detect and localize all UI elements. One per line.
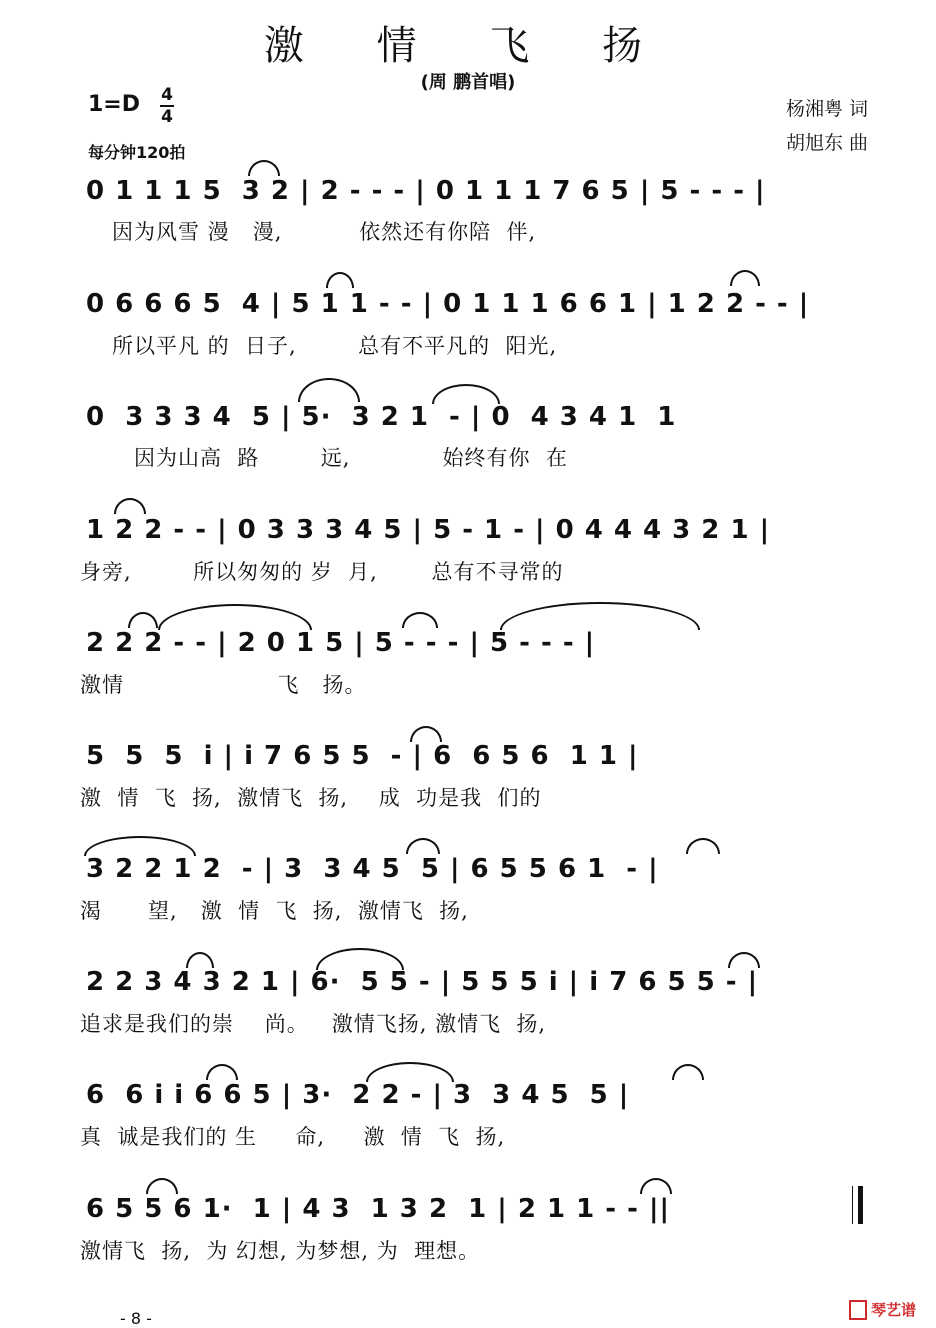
notes-line-7: 3 2 2 1 2 - | 3 3 4 5 5 | 6 5 5 6 1 - | xyxy=(86,854,659,884)
lyrics-line-3: 因为山高 路 远, 始终有你 在 xyxy=(134,446,568,470)
lyrics-line-5: 激情 飞 扬。 xyxy=(80,673,367,697)
tempo-marking: 每分钟120拍 xyxy=(88,143,186,162)
slur-mark xyxy=(366,1062,454,1082)
meter-top: 4 xyxy=(161,85,173,105)
lyrics-line-1: 因为风雪 漫 漫, 依然还有你陪 伴, xyxy=(112,220,537,244)
slur-mark xyxy=(326,272,354,288)
slur-mark xyxy=(158,604,312,630)
slur-mark xyxy=(500,602,700,630)
notes-line-3: 0 3 3 3 4 5 | 5· 3 2 1 - | 0 4 3 4 1 1 xyxy=(86,402,677,432)
slur-mark xyxy=(84,836,196,856)
slur-mark xyxy=(298,378,360,402)
lyrics-line-6: 激 情 飞 扬, 激情飞 扬, 成 功是我 们的 xyxy=(80,786,542,810)
notes-line-10: 6 5 5 6 1· 1 | 4 3 1 3 2 1 | 2 1 1 - - || xyxy=(86,1194,670,1224)
double-barline-thick xyxy=(858,1186,863,1224)
slur-mark xyxy=(406,838,440,854)
meter-bottom: 4 xyxy=(161,107,173,127)
notes-line-8: 2 2 3 4 3 2 1 | 6· 5 5 - | 5 5 5 i | i 7 6 5 5 - | xyxy=(86,967,759,997)
notes-line-1: 0 1 1 1 5 3 2 | 2 - - - | 0 1 1 1 7 6 5 | 5 - - - | xyxy=(86,176,766,206)
page-title: 激 情 飞 扬 xyxy=(263,23,673,69)
slur-mark xyxy=(186,952,214,968)
notes-line-4: 1 2 2 - - | 0 3 3 3 4 5 | 5 - 1 - | 0 4 4 4 3 2 1 | xyxy=(86,515,771,545)
page-number: - 8 - xyxy=(120,1309,152,1328)
time-signature xyxy=(160,86,174,126)
notes-line-2: 0 6 6 6 5 4 | 5 1 1 - - | 0 1 1 1 6 6 1 | 1 2 2 - - | xyxy=(86,289,810,319)
slur-mark xyxy=(728,952,760,968)
slur-mark xyxy=(128,612,158,628)
logo-icon xyxy=(849,1300,867,1320)
slur-mark xyxy=(316,948,404,970)
lyrics-line-9: 真 诚是我们的 生 命, 激 情 飞 扬, xyxy=(80,1125,506,1149)
notes-line-6: 5 5 5 i | i 7 6 5 5 - | 6 6 5 6 1 1 | xyxy=(86,741,639,771)
notes-line-9: 6 6 i i 6 6 5 | 3· 2 2 - | 3 3 4 5 5 | xyxy=(86,1080,630,1110)
slur-mark xyxy=(640,1178,672,1194)
subtitle: (周 鹏首唱) xyxy=(420,72,516,93)
composer-credit: 胡旭东 曲 xyxy=(785,132,868,154)
slur-mark xyxy=(432,384,500,404)
slur-mark xyxy=(410,726,442,742)
slur-mark xyxy=(248,160,280,176)
lyricist-credit: 杨湘粤 词 xyxy=(785,98,868,120)
lyrics-line-8: 追求是我们的崇 尚。 激情飞扬, 激情飞 扬, xyxy=(80,1012,547,1036)
lyrics-line-7: 渴 望, 激 情 飞 扬, 激情飞 扬, xyxy=(80,899,469,923)
notes-line-5: 2 2 2 - - | 2 0 1 5 | 5 - - - | 5 - - - | xyxy=(86,628,596,658)
lyrics-line-10: 激情飞 扬, 为 幻想, 为梦想, 为 理想。 xyxy=(80,1239,481,1263)
slur-mark xyxy=(686,838,720,854)
lyrics-line-2: 所以平凡 的 日子, 总有不平凡的 阳光, xyxy=(112,334,558,358)
double-barline-thin xyxy=(852,1186,853,1224)
lyrics-line-4: 身旁, 所以匆匆的 岁 月, 总有不寻常的 xyxy=(80,560,564,584)
slur-mark xyxy=(206,1064,238,1080)
slur-mark xyxy=(730,270,760,286)
site-logo xyxy=(849,1299,916,1321)
logo-text: 琴艺谱 xyxy=(870,1300,916,1319)
key-signature: 1=D xyxy=(88,92,141,117)
slur-mark xyxy=(402,612,438,628)
slur-mark xyxy=(146,1178,178,1194)
slur-mark xyxy=(672,1064,704,1080)
slur-mark xyxy=(114,498,146,514)
